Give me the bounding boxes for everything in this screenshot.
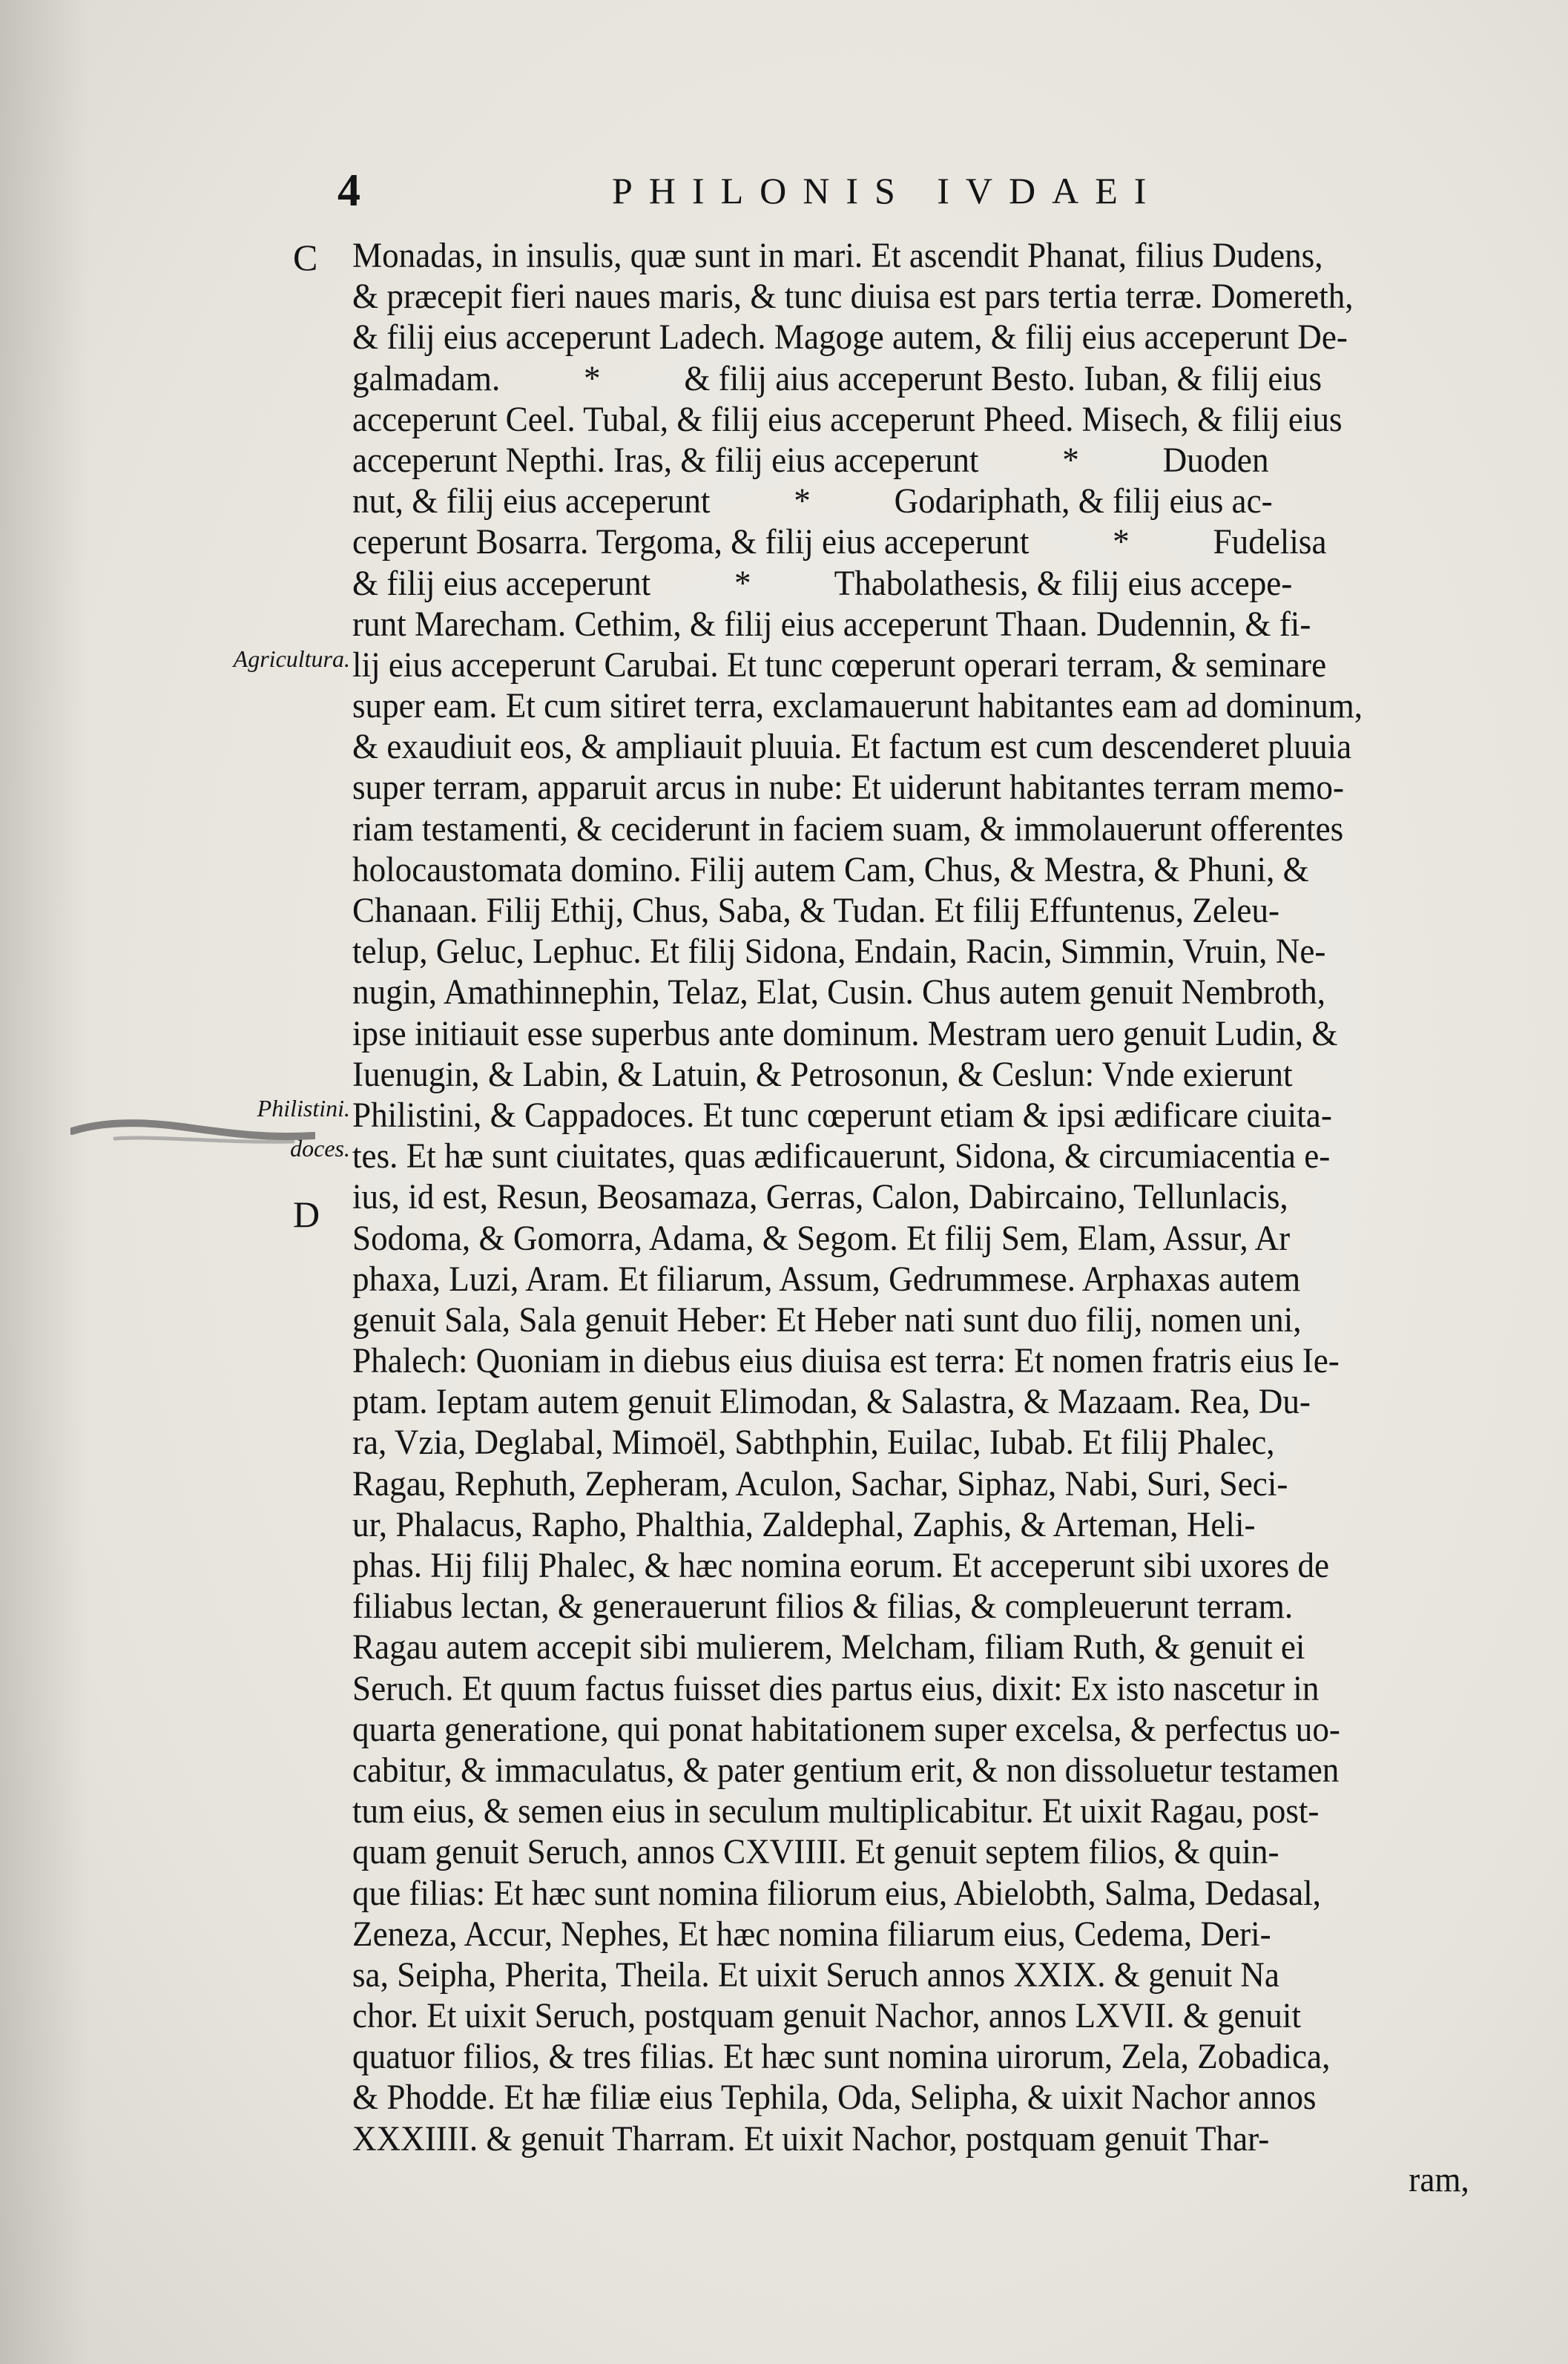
text-line: Phalech: Quoniam in diebus eius diuisa est terra: Et nomen fratris eius Ie- xyxy=(352,1342,1340,1381)
text-line: sa, Seipha, Pherita, Theila. Et uixit Seruch annos XXIX. & genuit Na xyxy=(352,1955,1279,1995)
text-line: ur, Phalacus, Rapho, Phalthia, Zaldephal, Zaphis, & Arteman, Heli- xyxy=(352,1505,1256,1544)
section-marker-d: D xyxy=(293,1193,320,1235)
text-line: ptam. Ieptam autem genuit Elimodan, & Salastra, & Mazaam. Rea, Du- xyxy=(352,1383,1311,1422)
text-line: tes. Et hæ sunt ciuitates, quas ædificauerunt, Sidona, & circumiacentia e- xyxy=(352,1137,1331,1176)
text-line: acceperunt Nepthi. Iras, & filij eius acceperunt * Duoden xyxy=(352,441,1269,480)
text-line: Iuenugin, & Labin, & Latuin, & Petrosonun, & Ceslun: Vnde exierunt xyxy=(352,1055,1293,1094)
text-line: super terram, apparuit arcus in nube: Et uiderunt habitantes terram memo- xyxy=(352,768,1344,808)
text-line: genuit Sala, Sala genuit Heber: Et Heber nati sunt duo filij, nomen uni, xyxy=(352,1300,1302,1340)
text-line: ipse initiauit esse superbus ante dominum. Mestram uero genuit Ludin, & xyxy=(352,1014,1338,1053)
text-line: & filij eius acceperunt Ladech. Magoge autem, & filij eius acceperunt De- xyxy=(352,318,1348,358)
text-line: chor. Et uixit Seruch, postquam genuit Nachor, annos LXVII. & genuit xyxy=(352,1997,1301,2036)
text-line: telup, Geluc, Lephuc. Et filij Sidona, Endain, Racin, Simmin, Vruin, Ne- xyxy=(352,932,1326,972)
text-line: Zeneza, Accur, Nephes, Et hæc nomina filiarum eius, Cedema, Deri- xyxy=(352,1914,1271,1954)
text-line: phaxa, Luzi, Aram. Et filiarum, Assum, Gedrummese. Arphaxas autem xyxy=(352,1260,1301,1299)
main-text-block xyxy=(352,236,1518,2201)
running-title: PHILONIS IVDAEI xyxy=(612,170,1163,211)
text-line: tum eius, & semen eius in seculum multiplicabitur. Et uixit Ragau, post- xyxy=(352,1792,1320,1831)
text-line: riam testamenti, & ceciderunt in faciem suam, & immolauerunt offerentes xyxy=(352,809,1344,849)
text-line: & filij eius acceperunt * Thabolathesis, & filij eius accepe- xyxy=(352,564,1293,603)
text-line: Seruch. Et quum factus fuisset dies partus eius, dixit: Ex isto nascetur in xyxy=(352,1669,1320,1708)
text-line: cabitur, & immaculatus, & pater gentium erit, & non dissoluetur testamen xyxy=(352,1751,1340,1790)
text-line: ius, id est, Resun, Beosamaza, Gerras, Calon, Dabircaino, Tellunlacis, xyxy=(352,1178,1288,1217)
text-line: Ragau autem accepit sibi mulierem, Melcham, filiam Ruth, & genuit ei xyxy=(352,1628,1305,1667)
text-line: & exaudiuit eos, & ampliauit pluuia. Et factum est cum descenderet pluuia xyxy=(352,728,1352,767)
text-line: filiabus lectan, & generauerunt filios & filias, & compleuerunt terram. xyxy=(352,1587,1294,1627)
text-line: quarta generatione, qui ponat habitationem super excelsa, & perfectus uo- xyxy=(352,1710,1340,1749)
text-line: nugin, Amathinnephin, Telaz, Elat, Cusin. Chus autem genuit Nembroth, xyxy=(352,973,1325,1013)
text-line: super eam. Et cum sitiret terra, exclamauerunt habitantes eam ad dominum, xyxy=(352,687,1363,726)
page-header xyxy=(326,165,1483,217)
text-line: quam genuit Seruch, annos CXVIIII. Et genuit septem filios, & quin- xyxy=(352,1833,1279,1872)
text-line: nut, & filij eius acceperunt * Godariphath, & filij eius ac- xyxy=(352,482,1273,521)
text-line: Philistini, & Cappadoces. Et tunc cœperunt etiam & ipsi ædificare ciuita- xyxy=(352,1096,1332,1135)
text-line: acceperunt Ceel. Tubal, & filij eius acceperunt Pheed. Misech, & filij eius xyxy=(352,400,1343,439)
catchword-line: ram, xyxy=(1409,2160,1469,2199)
text-line: & Phodde. Et hæ filiæ eius Tephila, Oda, Selipha, & uixit Nachor annos xyxy=(352,2078,1317,2118)
margin-note-agricultura: Agricultura. xyxy=(233,645,350,672)
text-line: galmadam. * & filij aius acceperunt Besto. Iuban, & filij eius xyxy=(352,359,1322,398)
text-line: quatuor filios, & tres filias. Et hæc sunt nomina uirorum, Zela, Zobadica, xyxy=(352,2038,1331,2077)
text-line: lij eius acceperunt Carubai. Et tunc cœperunt operari terram, & seminare xyxy=(352,645,1327,685)
page-number: 4 xyxy=(337,165,360,216)
text-line: phas. Hij filij Phalec, & hæc nomina eorum. Et acceperunt sibi uxores de xyxy=(352,1547,1330,1585)
text-line: XXXIIII. & genuit Tharram. Et uixit Nachor, postquam genuit Thar- xyxy=(352,2119,1270,2159)
text-line: Sodoma, & Gomorra, Adama, & Segom. Et filij Sem, Elam, Assur, Ar xyxy=(352,1219,1291,1258)
margin-note-philistini: Philistini. xyxy=(257,1095,350,1122)
text-line: holocaustomata domino. Filij autem Cam, Chus, & Mestra, & Phuni, & xyxy=(352,850,1309,889)
text-line: que filias: Et hæc sunt nomina filiorum eius, Abielobth, Salma, Dedasal, xyxy=(352,1874,1321,1913)
text-line: Monadas, in insulis, quæ sunt in mari. Et ascendit Phanat, filius Dudens, xyxy=(352,237,1323,275)
text-line: & præcepit fieri naues maris, & tunc diuisa est pars tertia terræ. Domereth, xyxy=(352,277,1354,317)
text-line: Ragau, Rephuth, Zepheram, Aculon, Sachar, Siphaz, Nabi, Suri, Seci- xyxy=(352,1464,1288,1504)
margin-note-cappadoces: doces. xyxy=(290,1135,350,1162)
text-line: ceperunt Bosarra. Tergoma, & filij eius acceperunt * Fudelisa xyxy=(352,523,1327,562)
text-line: runt Marecham. Cethim, & filij eius acceperunt Thaan. Dudennin, & fi- xyxy=(352,605,1311,644)
section-marker-c: C xyxy=(293,237,318,278)
text-line: Chanaan. Filij Ethij, Chus, Saba, & Tudan. Et filij Effuntenus, Zeleu- xyxy=(352,892,1280,930)
ink-smear-mark xyxy=(70,1116,315,1150)
text-line: ra, Vzia, Deglabal, Mimoël, Sabthphin, Euilac, Iubab. Et filij Phalec, xyxy=(352,1423,1275,1463)
page-edge-shadow xyxy=(0,0,89,2364)
